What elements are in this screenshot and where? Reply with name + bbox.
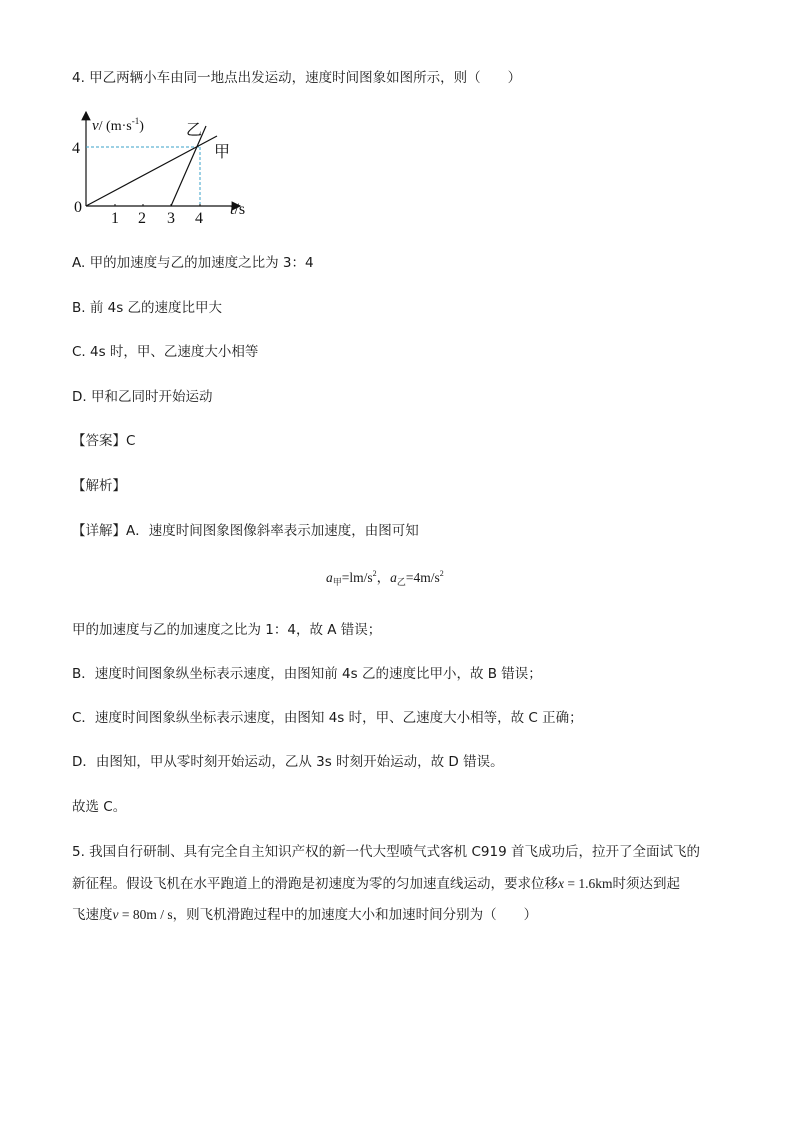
x-tick-3: 3	[167, 210, 175, 227]
x-axis-label: t/s	[230, 201, 246, 218]
explain-c: C．速度时间图象纵坐标表示速度，由图知 4s 时，甲、乙速度大小相等，故 C 正确；	[72, 710, 583, 726]
explain-b: B．速度时间图象纵坐标表示速度，由图知前 4s 乙的速度比甲小，故 B 错误；	[72, 666, 542, 682]
q5-line-2: 新征程。假设飞机在水平跑道上的滑跑是初速度为零的匀加速直线运动，要求位移x = 1.6km时须达到起	[72, 876, 680, 892]
x-tick-2: 2	[138, 210, 146, 227]
q4-option-c: C. 4s 时，甲、乙速度大小相等	[72, 344, 259, 360]
q4-stem: 4. 甲乙两辆小车由同一地点出发运动，速度时间图象如图所示，则（ ）	[72, 70, 522, 86]
velocity-time-graph	[70, 108, 260, 230]
explain-ratio: 甲的加速度与乙的加速度之比为 1：4，故 A 错误；	[72, 622, 382, 638]
answer-line: 【答案】C	[72, 433, 136, 449]
conclusion: 故选 C。	[72, 799, 127, 815]
label-jia: 甲	[214, 144, 231, 161]
q4-option-b: B. 前 4s 乙的速度比甲大	[72, 300, 223, 316]
q4-option-a: A. 甲的加速度与乙的加速度之比为 3：4	[72, 255, 314, 271]
y-axis-label: v/ $(m\cdot s^{-1})$	[92, 116, 144, 134]
explain-d: D．由图知，甲从零时刻开始运动，乙从 3s 时刻开始运动，故 D 错误。	[72, 754, 504, 770]
origin-label: 0	[74, 199, 82, 216]
label-yi: 乙	[186, 122, 203, 139]
x-tick-1: 1	[111, 210, 119, 227]
detail-line: 【详解】A．速度时间图象图像斜率表示加速度，由图可知	[72, 523, 419, 539]
q5-line-1: 5. 我国自行研制、具有完全自主知识产权的新一代大型喷气式客机 C919 首飞成功后，拉开了全面试飞的	[72, 844, 700, 860]
x-tick-4: 4	[195, 210, 203, 227]
q5-line-3: 飞速度v = 80m / s，则飞机滑跑过程中的加速度大小和加速时间分别为（ ）	[72, 907, 538, 923]
acceleration-formula: $a_甲=lm/s^2$，$a_乙=4m/s^2$	[326, 569, 444, 587]
q4-option-d: D. 甲和乙同时开始运动	[72, 389, 213, 405]
analysis-label: 【解析】	[72, 478, 126, 494]
y-tick-4: 4	[72, 140, 80, 157]
